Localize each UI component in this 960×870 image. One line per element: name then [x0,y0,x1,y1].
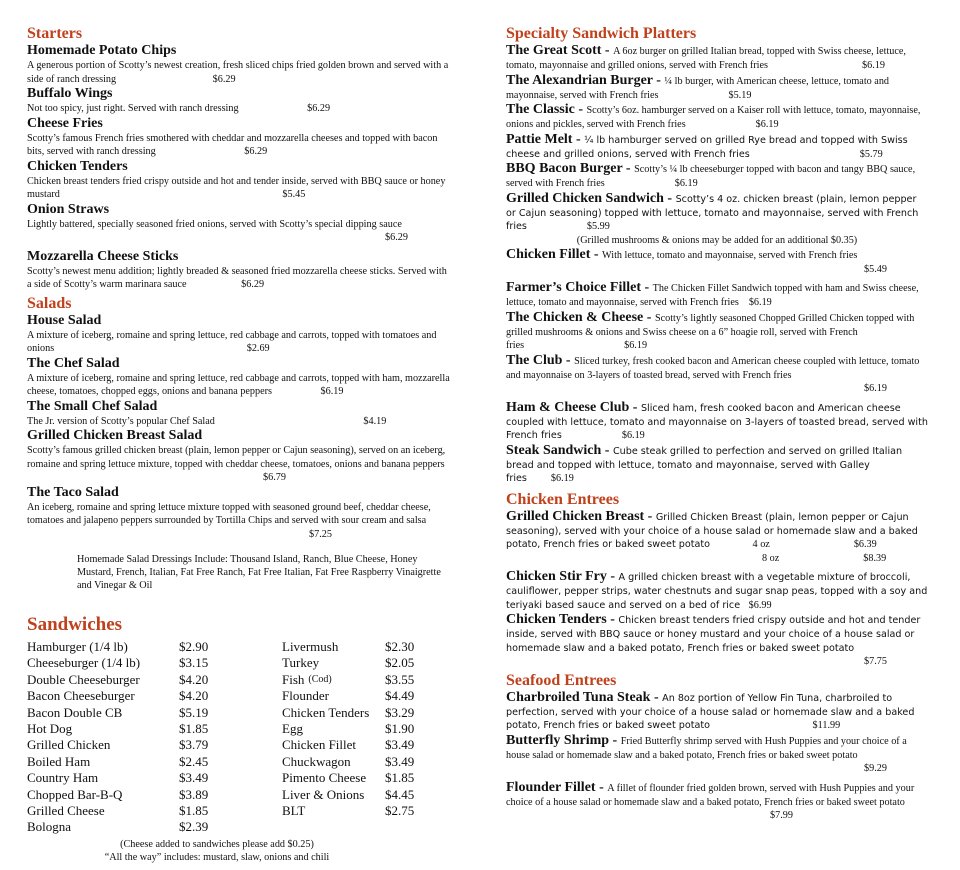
sandwich-price: $1.85 [179,803,209,819]
platter-name: Steak Sandwich - [506,442,613,458]
starter-item: Homemade Potato Chips A generous portion of Scotty’s newest creation, fresh sliced chips fried golden brown and served with a side of ranch dressing $6.29 [27,43,449,85]
sandwich-price: $2.05 [385,655,415,671]
sandwich-price: $4.20 [179,671,209,687]
platter-name: Ham & Cheese Club - [506,399,641,415]
platter-name: The Alexandrian Burger - [506,72,665,88]
all-the-way-note: “All the way” includes: mustard, slaw, onions and chili [104,851,330,863]
platter-price: $5.99 [586,221,610,232]
salad-item: The Taco Salad An iceberg, romaine and spring lettuce mixture topped with seasoned ground beef, cheddar cheese, tomatoes and jalapeno peppers surrounded by Tortilla Chips and served with sour cream and salsa $7.25 [27,484,431,540]
sandwich-row [27,721,282,737]
platter-price: $6.19 [862,60,885,71]
sandwich-price: $2.45 [179,753,209,769]
sandwich-name: Bacon Cheeseburger [27,688,135,704]
cheese-note: (Cheese added to sandwiches please add $0.25) [120,838,314,850]
sandwich-name: Livermush [282,639,339,654]
salad-dressings-note: Homemade Salad Dressings Include: Thousand Island, Ranch, Blue Cheese, Honey Mustard, French, Italian, Fat Free Ranch, Fat Free Italian, Fat Free Raspberry Vinaigrette and Vinegar & Oil [77,554,441,591]
starter-item: Mozzarella Cheese Sticks Scotty’s newest menu addition; lightly breaded & seasoned fried mozzarella cheese sticks. Served with a side of Scotty’s warm marinara sauce $6.29 [27,248,447,290]
platter-desc: Cube steak grilled to perfection and served on grilled Italian bread and topped with lettuce, tomato and mayonnaise, served with Galley fries [506,445,903,484]
sandwich-row [27,672,282,688]
sandwich-price: $2.30 [385,639,415,654]
sandwich-price: $2.75 [385,803,415,819]
starter-item: Chicken Tenders Chicken breast tenders fried crispy outside and hot and tender inside, served with BBQ sauce or honey mustard $5.45 [27,158,446,200]
platter-desc: Scotty’s lightly seasoned Chopped Grilled Chicken topped with grilled mushrooms & onions and Swiss cheese on a 6” hoagie roll, served with French fries [506,312,915,351]
sandwich-list [27,639,451,836]
platter-name: Pattie Melt - [506,131,585,147]
platter-price: $6.19 [550,473,574,484]
platter-name: Grilled Chicken Sandwich - [506,190,676,206]
sandwich-row [282,721,435,737]
sandwich-price: $2.39 [179,819,209,835]
sandwich-price: $3.49 [385,737,415,753]
sandwich-price: $2.90 [179,639,209,654]
starter-item: Cheese Fries Scotty’s famous French fries smothered with cheddar and mozzarella cheeses and topped with bacon bits, served with ranch dressing $6.29 [27,115,438,157]
starters-heading: Starters [27,25,83,42]
platter-desc: Sliced turkey, fresh cooked bacon and American cheese coupled with lettuce, tomato and mayonnaise on 3-layers of toasted bread, served with French fries [506,355,920,381]
salad-item: The Chef Salad A mixture of iceberg, romaine and spring lettuce, red cabbage and carrots, topped with ham, mozzarella cheese, tomatoes, chopped eggs, onions and banana peppers $6.19 [27,355,450,397]
sandwich-price: $1.85 [179,721,209,737]
sandwich-row [282,705,435,721]
platter-price: $6.19 [755,119,779,130]
platter-item [506,73,928,103]
sandwich-name: Chicken Fillet [282,737,357,753]
platter-item [506,247,928,277]
sandwich-row [282,688,435,704]
sandwich-row [282,672,435,688]
sandwich-name: Turkey [282,655,320,671]
sandwich-price: $4.49 [385,688,415,704]
salads-heading: Salads [27,294,72,312]
sandwich-name: Bacon Double CB [27,704,123,720]
sandwich-row [282,754,435,770]
platter-item [506,132,928,162]
seafood-item: Charbroiled Tuna Steak - An 8oz portion of Yellow Fin Tuna, charbroiled to perfection, served with your choice of a house salad or homemade slaw and a baked potato, French fries or baked sweet potato $11.99 [506,689,915,731]
sandwich-row [27,705,282,721]
platter-item [506,310,928,353]
sandwich-name: Chuckwagon [282,753,351,769]
sandwich-name: Chicken Tenders [282,704,370,720]
sandwich-name: Boiled Ham [27,753,91,769]
sandwich-price: $3.49 [385,753,415,769]
right-column [506,24,928,823]
platter-price: $6.19 [748,297,772,308]
sandwich-note: (Cod) [308,673,332,685]
seafood-item: Butterfly Shrimp - Fried Butterfly shrimp served with Hush Puppies and your choice of a house salad or homemade slaw and a baked potato, French fries or baked sweet potato $9.29 [506,732,907,774]
sandwiches-heading: Sandwiches [27,614,123,635]
platter-desc: Scotty’s 4 oz. chicken breast (plain, lemon pepper or Cajun seasoning) topped with lettuce, tomato and mayonnaise, served with French fries [506,193,919,232]
platter-item [506,102,928,132]
platter-extra-note: (Grilled mushrooms & onions may be added for an additional $0.35) [576,234,858,246]
sandwich-name: Fish [282,671,305,687]
sandwich-price: $4.20 [179,688,209,704]
sandwich-row [27,639,282,655]
platter-desc: Sliced ham, fresh cooked bacon and American cheese coupled with lettuce, tomato and mayonnaise on 3-layers of toasted bread, served with French fries [506,402,928,441]
sandwich-row [27,803,282,819]
sandwich-row [282,655,435,671]
platter-desc: ¼ lb hamburger served on grilled Rye bread and topped with Swiss cheese and grilled onions, served with French fries [506,134,908,160]
sandwich-price: $3.79 [179,737,209,753]
sandwich-name: Grilled Chicken [27,737,111,753]
sandwich-row [27,819,282,835]
sandwich-name: Hamburger (1/4 lb) [27,639,128,654]
platter-item [506,280,928,310]
sandwich-name: Egg [282,721,303,737]
sandwich-price: $3.55 [385,671,415,687]
sandwich-price: $3.49 [179,770,209,786]
left-column [27,24,451,864]
sandwich-row [27,688,282,704]
platter-desc: Scotty’s 6oz. hamburger served on a Kaiser roll with lettuce, tomato, mayonnaise, onions and pickles, served with French fries [506,105,921,130]
platter-item [506,443,928,486]
platter-desc: The Chicken Fillet Sandwich topped with ham and Swiss cheese, lettuce, tomato and mayonnaise, served with French fries [506,283,919,308]
sandwich-name: Hot Dog [27,721,73,737]
platter-price: $5.19 [728,89,752,101]
platter-item [506,191,928,247]
platter-desc: With lettuce, tomato and mayonnaise, served with French fries [602,249,858,261]
sandwich-price: $5.19 [179,704,209,720]
sandwich-price: $3.29 [385,704,415,720]
salad-item: House Salad A mixture of iceberg, romaine and spring lettuce, red cabbage and carrots, topped with tomatoes and onions $2.69 [27,312,437,354]
sandwich-row [282,737,435,753]
sandwich-row [27,787,282,803]
sandwich-row [282,803,435,819]
sandwich-name: Flounder [282,688,329,704]
sandwich-name: Grilled Cheese [27,803,105,819]
starter-item: Buffalo Wings Not too spicy, just right. Served with ranch dressing $6.29 [27,86,331,114]
platter-price: $6.19 [864,383,887,394]
sandwich-name: Double Cheeseburger [27,671,140,687]
platter-item [506,400,928,443]
sandwich-row [27,754,282,770]
sandwich-row [27,737,282,753]
platter-price: $5.49 [864,263,887,275]
sandwich-price: $3.89 [179,786,209,802]
platter-name: The Classic - [506,102,587,117]
platter-desc: A 6oz burger on grilled Italian bread, topped with Swiss cheese, lettuce, tomato, mayonnaise and grilled onions, served with French fries [506,46,906,71]
sandwich-name: Cheeseburger (1/4 lb) [27,655,141,671]
sandwich-name: BLT [282,803,306,819]
sandwich-name: Chopped Bar-B-Q [27,786,123,802]
platter-name: Chicken Fillet - [506,246,603,262]
sandwich-price: $4.45 [385,786,415,802]
sandwich-name: Liver & Onions [282,786,365,802]
platter-name: BBQ Bacon Burger - [506,161,635,176]
platter-desc: ¼ lb burger, with American cheese, lettuce, tomato and mayonnaise, served with French fries [506,75,890,101]
platter-price: $6.19 [674,178,698,189]
sandwich-price: $1.90 [385,721,415,737]
platter-name: The Club - [506,352,575,368]
sandwich-name: Pimento Cheese [282,770,367,786]
chicken-entree-item: Chicken Tenders - Chicken breast tenders fried crispy outside and hot and tender inside, served with BBQ sauce or honey mustard and your choice of a house salad or homemade slaw and a baked potato, French fries or baked sweet potato $7.75 [506,612,921,667]
platter-name: The Great Scott - [506,43,614,58]
sandwich-row [282,639,435,655]
platter-item [506,161,928,191]
chicken-entrees-heading: Chicken Entrees [506,490,620,508]
platter-price: $5.79 [859,148,883,160]
sandwich-price: $3.15 [179,655,209,671]
platter-item [506,43,928,73]
starter-item: Onion Straws Lightly battered, specially seasoned fried onions, served with Scotty’s special dipping sauce $6.29 [27,201,408,243]
platter-item [506,353,928,396]
salad-item: The Small Chef Salad The Jr. version of Scotty’s popular Chef Salad $4.19 [27,398,387,427]
sandwich-name: Country Ham [27,770,99,786]
seafood-entrees-heading: Seafood Entrees [506,671,617,689]
salad-item: Grilled Chicken Breast Salad Scotty’s famous grilled chicken breast (plain, lemon pepper or Cajun seasoning), served on an iceberg, romaine and spring lettuce mixture, topped with cheddar cheese, tomatoes, onions and banana peppers $6.79 [27,428,446,483]
sandwich-row [282,770,435,786]
chicken-entree-item: Grilled Chicken Breast - Grilled Chicken Breast (plain, lemon pepper or Cajun seasoning), served with your choice of a house salad or homemade slaw and a baked potato, French fries or baked sweet potato 4 oz $6.39 8 oz $8.39 [506,508,918,564]
chicken-entree-item: Chicken Stir Fry - A grilled chicken breast with a vegetable mixture of broccoli, cauliflower, pepper strips, water chestnuts and sugar snap peas, topped with a soy and teriyaki based sauce and served on a bed of rice $6.99 [506,569,928,611]
sandwich-row [27,770,282,786]
platter-desc: Scotty’s ¼ lb cheeseburger topped with bacon and tangy BBQ sauce, served with French fries [506,164,916,189]
platter-price: $6.19 [621,430,645,441]
sandwich-name: Bologna [27,819,72,835]
platter-name: The Chicken & Cheese - [506,309,655,325]
platter-name: Farmer’s Choice Fillet - [506,280,653,295]
platter-price: $6.19 [624,340,648,351]
seafood-item: Flounder Fillet - A fillet of flounder fried golden brown, served with Hush Puppies and your choice of a house salad or homemade slaw and a baked potato, French fries or baked sweet potato $7.99 [506,779,915,821]
sandwich-row [282,787,435,803]
platters-heading: Specialty Sandwich Platters [506,25,697,42]
sandwich-price: $1.85 [385,770,415,786]
sandwich-row [27,655,282,671]
